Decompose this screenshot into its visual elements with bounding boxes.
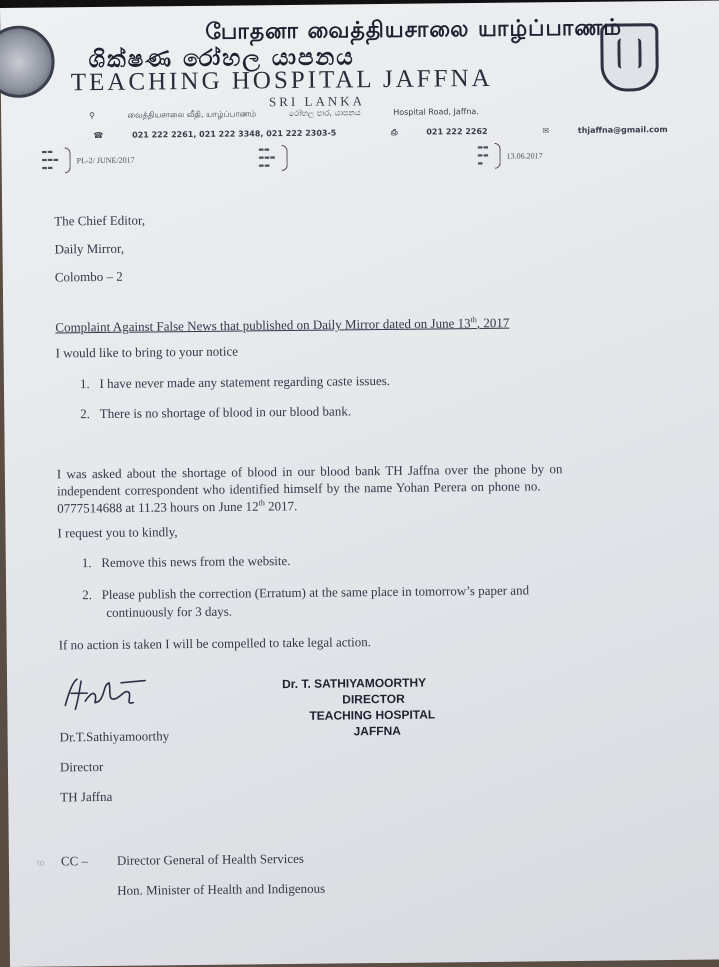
paragraph-line-1: I was asked about the shortage of blood in our blood bank TH Jaffna over the phone by on xyxy=(56,461,563,482)
stamp-org: TEACHING HOSPITAL xyxy=(309,707,436,723)
email-address: thjaffna@gmail.com xyxy=(577,125,668,135)
signoff-name: Dr.T.Sathiyamoorthy xyxy=(59,728,170,745)
request-intro: I request you to kindly, xyxy=(57,524,178,541)
location-icon: ⚲ xyxy=(89,111,96,121)
date-value: 13.06.2017 xyxy=(506,150,543,161)
email-icon: ✉ xyxy=(542,126,550,136)
stamp-title: DIRECTOR xyxy=(342,691,405,707)
address-english: Hospital Road, Jaffna. xyxy=(393,106,479,117)
my-no-field-label: ▬▬ ▬▬▬ ▬▬ xyxy=(41,148,59,172)
letterhead-contact-row xyxy=(93,124,719,141)
letterhead-english-name: TEACHING HOSPITAL JAFFNA xyxy=(70,64,493,97)
request-2-continued: continuously for 3 days. xyxy=(106,603,233,620)
request-2: 2. Please publish the correction (Erratum) at the same place in tomorrow’s paper and xyxy=(82,582,530,603)
cc-recipient-2: Hon. Minister of Health and Indigenous xyxy=(117,880,326,898)
cc-faint-prefix: to xyxy=(36,857,45,869)
cc-label: CC – xyxy=(60,853,89,869)
signoff-title: Director xyxy=(59,758,104,775)
signoff-org: TH Jaffna xyxy=(60,788,113,805)
cc-recipient-1: Director General of Health Services xyxy=(116,850,304,868)
hospital-seal-logo xyxy=(0,25,55,98)
stamp-city: JAFFNA xyxy=(353,723,402,739)
phone-icon: ☎ xyxy=(93,130,104,141)
fax-icon: ⎙ xyxy=(391,127,398,137)
notice-point-2: 2. There is no shortage of blood in our blood bank. xyxy=(80,403,352,422)
paragraph-line-2: independent correspondent who identified himself by the name Yohan Perera on phone no. xyxy=(56,478,541,499)
phone-numbers: 021 222 2261, 021 222 3348, 021 222 2303-5 xyxy=(132,128,337,140)
notice-point-1: 1. I have never made any statement regarding caste issues. xyxy=(79,372,391,392)
address-sinhala: රෝහල පාර, යාපනය xyxy=(288,108,361,118)
letterhead-tamil-name: போதனா வைத்தியசாலை யாழ்ப்பாணம் xyxy=(205,15,623,45)
stamp-name: Dr. T. SATHIYAMOORTHY xyxy=(282,675,427,692)
fax-number: 021 222 2262 xyxy=(426,126,488,137)
recipient-line-2: Daily Mirror, xyxy=(54,240,125,257)
letterhead-reference-row xyxy=(41,142,542,173)
your-no-field-label: ▬▬ ▬▬▬ ▬▬ xyxy=(258,146,276,170)
letterhead-address-row xyxy=(89,107,509,121)
paragraph-line-3: 0777514688 at 11.23 hours on June 12th 2017. xyxy=(57,498,298,516)
recipient-line-1: The Chief Editor, xyxy=(54,212,146,229)
letterhead-country: SRI LANKA xyxy=(268,93,366,110)
letterhead-sinhala-name: ශික්ෂණ රෝහල යාපනය xyxy=(88,44,355,74)
intro-line: I would like to bring to your notice xyxy=(55,343,239,361)
request-1: 1. Remove this news from the website. xyxy=(81,552,291,571)
address-tamil: வைத்தியசாலை வீதி, யாழ்ப்பாணம் xyxy=(127,109,257,120)
subject-line: Complaint Against False News that published on Daily Mirror dated on June 13th, 2017 xyxy=(55,315,510,335)
my-no-value: PL-2/ JUNE/2017 xyxy=(76,155,135,165)
handwritten-signature xyxy=(59,670,149,717)
date-field-label: ▬▬ ▬▬ ▬ xyxy=(477,143,489,168)
warning-line: If no action is taken I will be compelled to take legal action. xyxy=(58,634,371,653)
recipient-line-3: Colombo – 2 xyxy=(54,268,123,285)
